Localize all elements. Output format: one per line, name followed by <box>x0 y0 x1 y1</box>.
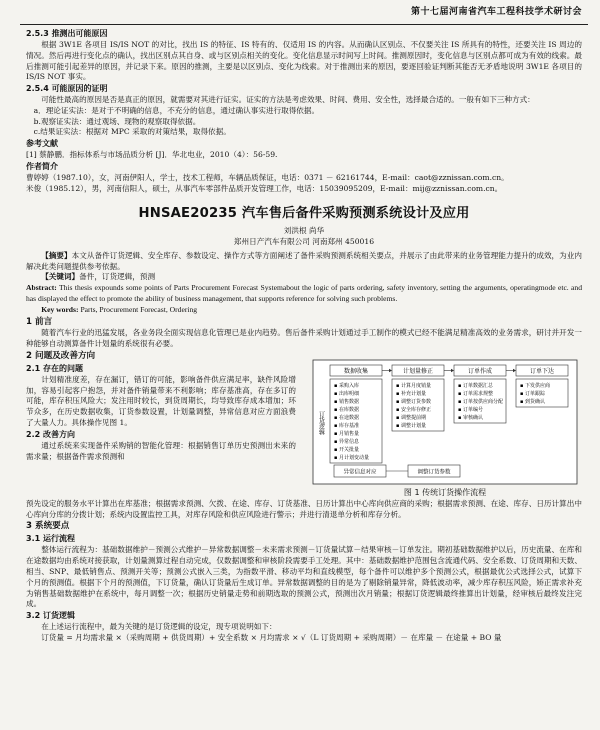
abstract-cn <box>26 251 582 273</box>
para-2-5-3: 根据 3W1E 各项目 IS/IS NOT 的对比，找出 IS 的特征、IS 特有的、仅适用 IS 的内容。从而确认区别点、不仅要关注 IS 所具有的特性，还要关注 IS 周边的情况。然后再进行变化点的确认，找出区别点其自身、或与区别点相关的变化。变化信息显示时间写上时间。推测原因时，变化信息与区别点都可成为有效的线索。最后推测可能引起差异的原因，并记录下来。原因的推测，主要是以区别点、变化为线索。对于推测出来的原因，要逐回验证判断其能否无矛盾地说明 3W1E 各项目的 IS/IS NOT 事实。 <box>26 40 582 82</box>
column-item: ▪ 到货确认 <box>520 398 545 405</box>
column-header: 数据收集 <box>343 367 369 375</box>
column-header: 计划量修正 <box>402 367 434 375</box>
column-item: ▪ 安全库存修正 <box>396 406 431 413</box>
heading-3-2: 3.2 订货逻辑 <box>26 611 75 621</box>
paper-authors: 刘洪根 尚华 <box>283 226 325 236</box>
heading-2-5-3: 2.5.3 推测出可能原因 <box>26 29 108 38</box>
left-column <box>26 363 296 462</box>
heading-3-1: 3.1 运行流程 <box>26 534 75 544</box>
list-item: a．理论证实法：是对于不明确的信息，不充分的信息，通过确认事实进行取得依据。 <box>33 105 320 115</box>
column-item: ▪ 审核确认 <box>458 414 483 421</box>
heading-2-1: 2.1 存在的问题 <box>26 363 83 373</box>
column-item: ▪ 订单按供应商分配 <box>458 398 503 405</box>
column-item: ▪ 月计划变动量 <box>334 454 369 461</box>
keywords-cn <box>26 272 582 283</box>
keywords-en <box>26 305 582 316</box>
column-header: 订单作成 <box>467 367 493 375</box>
abstract-cn-text: 本文从备件订货逻辑、安全库存、参数设定、操作方式等方面阐述了备件采购预测系统相关要点，并展示了由此带来的业务管理能力提升的成效，为业内解决此类问题提供参考依据。 <box>26 250 583 271</box>
column-item: ▪ 异常信息 <box>334 438 359 445</box>
heading-2-5-4: 2.5.4 可能原因的证明 <box>26 84 108 94</box>
column-item: ▪ 出库明细 <box>334 390 359 397</box>
figure-caption: 图 1 传统订货操作流程 <box>403 487 487 497</box>
column-item: ▪ 调整计划量 <box>396 422 426 429</box>
list-item: c.结果证实法：根据对 MPC 采取的对策结果，取得依据。 <box>33 127 231 137</box>
column-item: ▪ 采购入库 <box>334 382 359 389</box>
column-item: ▪ 订单数据汇总 <box>458 382 493 389</box>
figure-1 <box>312 359 578 499</box>
para-2-5-4: 可能性最高的原因是否是真正的原因，就需要对其进行证实。证实的方法是考虑效果、时间、费用、安全性，选择最合适的。一般有如下三种方式： <box>41 95 535 105</box>
para-2-2b: 预先设定的服务水平计算出在库基准；根据需求预测、欠拨、在途、库存、订货基准、日历计算出中心库向供应商的采购；根据需求预测、在途、库存、日历计算出中心库向分库的分拨计划；系统内设置监控工具，对库存风险和供应风险进行警示；并进行清退单分析和库存分析。 <box>26 498 582 519</box>
column-item: ▪ 计算月度销量 <box>396 382 431 389</box>
feedback-right: 调整订货参数 <box>417 469 451 476</box>
abstract-cn-label: 【摘要】 <box>41 250 72 260</box>
para-section-1: 随着汽车行业的迅猛发展，各业务段全面实现信息化管理已是业内趋势。售后备件采购计划通过手工制作的模式已经不能满足精准高效的业务需求，研讨并开发一种能够自动测算备件计划量的系统很有必要。 <box>26 328 582 349</box>
keywords-cn-text: 备件，订货逻辑，预测 <box>79 272 156 282</box>
para-2-1: 计划精准度差，存在漏订，错订的可能，影响备件供应满足率，缺件风险增加，容易引起客户抱怨，并对备件销量带来不利影响；库存基准高，存在多订的可能，库存积压风险大；发注用时较长，到货周期长，均导致库存成本增加；环节众多，在历史数据收集，订货参数设置，计划量调整，异常信息对应方面浪费了大量人力。具体操作见图 1。 <box>26 374 296 428</box>
heading-section-1: 1 前言 <box>26 316 53 327</box>
para-3-2: 在上述运行流程中，最为关键的是订货逻辑的设定，现专项说明如下： <box>41 622 277 632</box>
list-item: b.观察证实法：通过观场、现物的观察取得依据。 <box>33 116 201 126</box>
header-rule <box>20 24 588 25</box>
column-item: ▪ 下发供应商 <box>520 382 550 389</box>
paper-title: HNSAE20235 汽车售后备件采购预测系统设计及应用 <box>138 205 470 221</box>
author-intro-item: 曹婷婷（1987.10），女，河南伊阳人，学士，技术工程师，车辆品质保证，电话：0371 － 62161744，E-mail：caot@zznissan.com.cn。 <box>26 173 509 183</box>
column-item: ▪ 月销售量 <box>334 430 359 437</box>
keywords-en-text: Parts, Procurement Forecast, Ordering <box>80 304 198 314</box>
column-item: ▪ 库存基准 <box>334 422 359 429</box>
author-intro-item: 米俊（1985.12），男，河南信阳人，硕士，从事汽车零部件品质开发管理工作，电话：15039095209，E-mail：mij@zznissan.com.cn。 <box>26 183 503 193</box>
heading-section-2: 2 问题及改善方向 <box>26 351 96 362</box>
para-3-1: 整体运行流程为：基础数据维护－预测公式维护－异常数据调整－未来需求预测－订货量试算－结果审核－订单发注。期初基础数据维护以后，历史流量、在库和在途数据均由系统对接获取，计划量测算过程自动完成，仅数据调整和审核阶段需要手工处理。其中：基础数据维护范围包含流通代码、安全系数、订货周期和天数、相当、SNP、最低销售点、预测开关等；预测公式嵌入三类，为指数平滑、移动平均和直线模型，每个备件可以维护多个预测公式，根据最优公式选择公式，试算下个月的预测值。根据下个月的预测值，下订货量，确认订货量后生成订单。异常数据调整的目的是为了剔除销量异常，降低波动率，减少库存积压风险，矫正需求补充为销售基础数据维护在系统中，每月调整一次；根据历史销量走势和前期选取的预测公式，预测出次月销量；根据订货逻辑最终推算出计划量，经审核后最终发注完成。 <box>26 545 582 609</box>
column-item: ▪ 开关批量 <box>334 446 359 453</box>
keywords-en-label: Key words: <box>41 304 79 314</box>
abstract-en-label: Abstract: <box>26 283 57 293</box>
column-item: ▪ 在库数据 <box>334 406 359 413</box>
column-item: ▪ 补充计划量 <box>396 390 426 397</box>
side-label: 订货逻辑 <box>317 410 325 435</box>
para-2-2a: 通过系统来实现备件采购销的智能化管理：根据销售订单历史预测出未来的需求量；根据备件需求预测和 <box>26 440 296 461</box>
references-heading: 参考文献 <box>26 139 58 149</box>
reference-item: [1] 蔡静鹏．指标体系与市场品质分析 [J]．华北电业，2010（4）：56-59. <box>26 150 278 160</box>
formula: 订货量 = 月均需求量 ×（采购周期 + 供货周期）+ 安全系数 × 月均需求 × √（L 订货周期 + 采购周期）－ 在库量 － 在途量 + BO 量 <box>41 632 502 642</box>
column-item: ▪ 调整订货参数 <box>396 398 431 405</box>
flowchart <box>312 359 578 485</box>
column-item: ▪ 销售数据 <box>334 398 359 405</box>
feedback-left: 异常信息对应 <box>343 469 377 476</box>
heading-section-3: 3 系统要点 <box>26 521 70 532</box>
content <box>26 28 582 644</box>
abstract-en <box>26 283 582 305</box>
author-intro-heading: 作者简介 <box>26 162 58 172</box>
paper-affiliation: 郑州日产汽车有限公司 河南郑州 450016 <box>233 237 375 247</box>
column-item: ▪ 订单需求规整 <box>458 390 493 397</box>
heading-2-2: 2.2 改善方向 <box>26 429 75 439</box>
column-item: ▪ 在途数据 <box>334 414 359 421</box>
two-column-block <box>26 363 582 499</box>
column-item: ▪ 订单编号 <box>458 406 483 413</box>
running-head: 第十七届河南省汽车工程科技学术研讨会 <box>410 7 582 17</box>
column-item: ▪ 订单跟踪 <box>520 390 545 397</box>
column-item: ▪ 调整提前期 <box>396 414 426 421</box>
keywords-cn-label: 【关键词】 <box>41 272 80 282</box>
column-header: 订单下达 <box>529 367 555 375</box>
abstract-en-text: This thesis expounds some points of Parts Procurement Forecast Systemabout the logic of parts ordering, safety inventory, setting the arguments, operatingmode etc. and has displayed the effect to promote the ability of business management, that supports reference for solving such problems. <box>26 283 583 304</box>
